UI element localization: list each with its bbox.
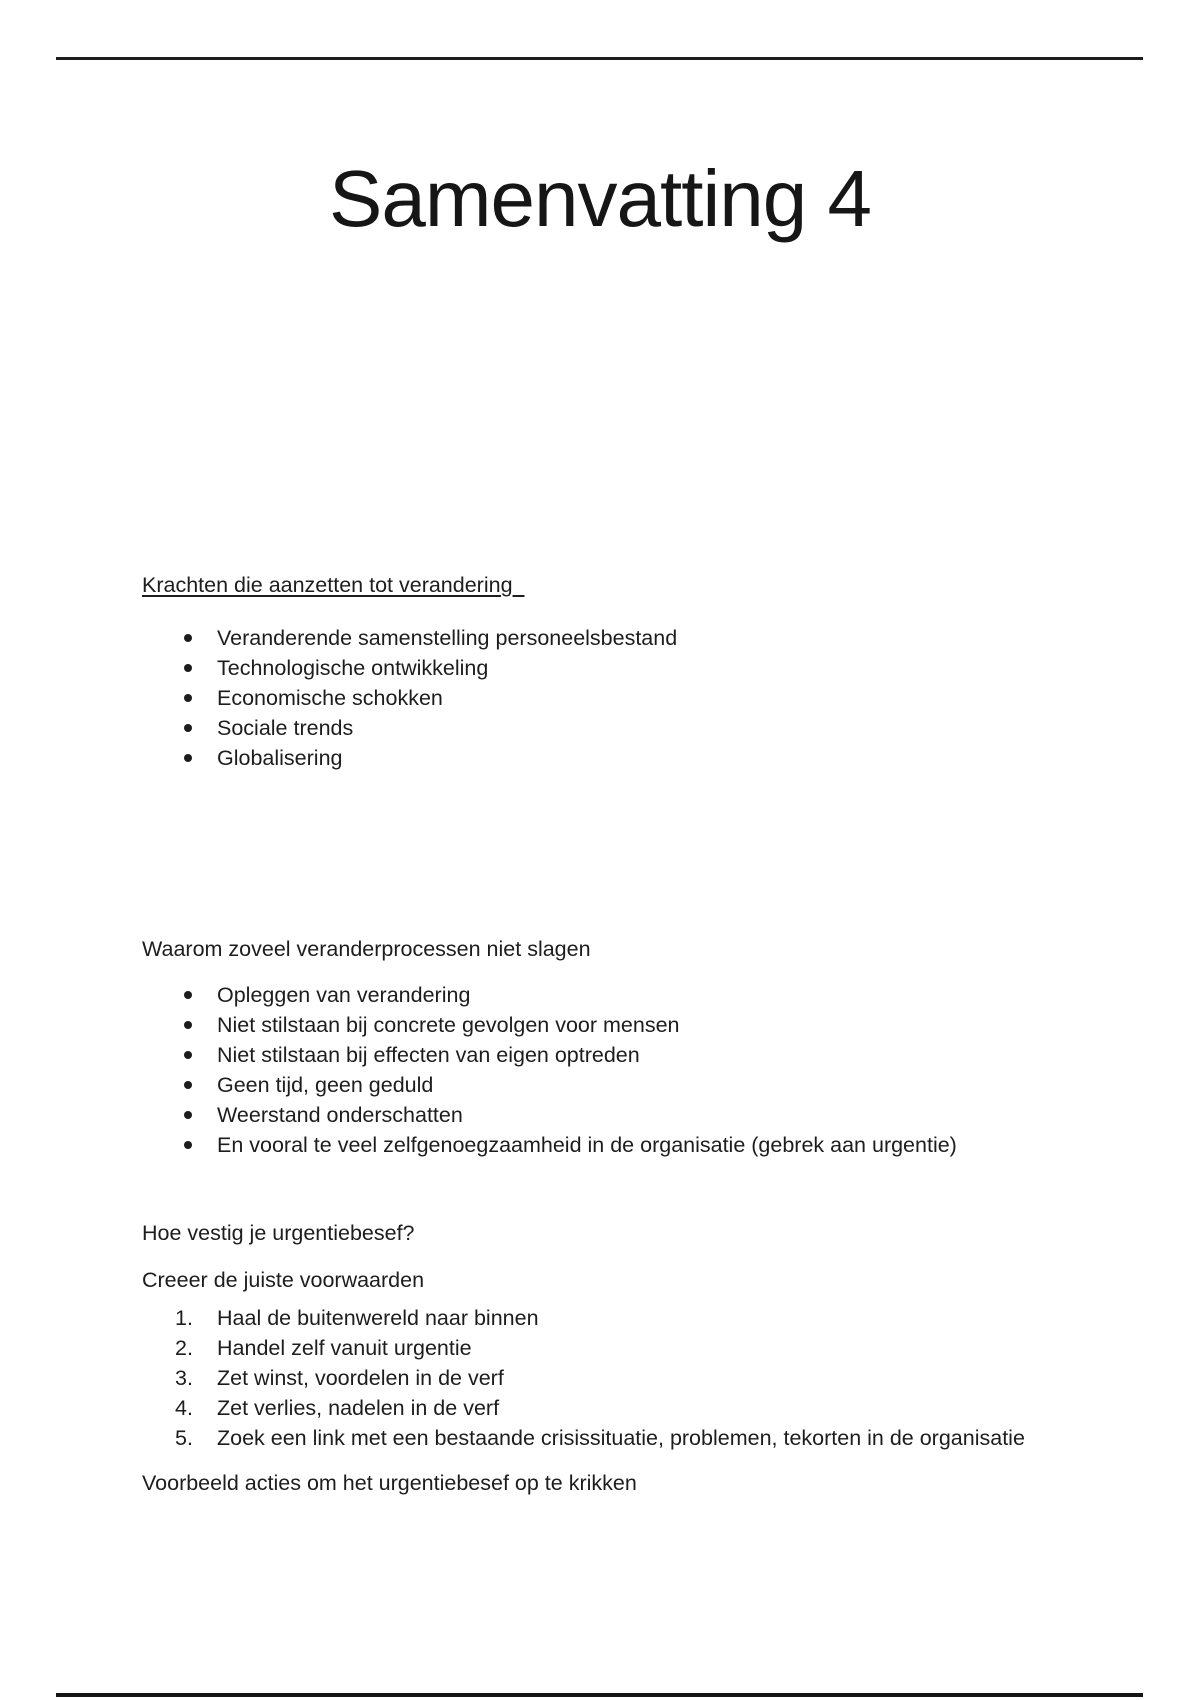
list-item: Technologische ontwikkeling: [217, 653, 1144, 683]
bullet-list-krachten: [142, 623, 1144, 773]
list-item: En vooral te veel zelfgenoegzaamheid in de organisatie (gebrek aan urgentie): [217, 1130, 1144, 1160]
list-item: Haal de buitenwereld naar binnen: [217, 1306, 539, 1330]
section-heading-urgentiebesef: Hoe vestig je urgentiebesef?: [142, 1221, 415, 1245]
paragraph-creeer-voorwaarden: Creeer de juiste voorwaarden: [142, 1268, 425, 1292]
list-item: Opleggen van verandering: [217, 980, 1144, 1010]
bullet-list-waarom: [142, 980, 1144, 1160]
list-item: Veranderende samenstelling personeelsbestand: [217, 623, 1144, 653]
numbered-list-voorwaarden: [142, 1303, 1144, 1453]
list-item: Sociale trends: [217, 713, 1144, 743]
section-heading-krachten: [142, 570, 1144, 600]
list-item: Economische schokken: [217, 683, 1144, 713]
document-title: Samenvatting 4: [329, 154, 871, 243]
list-item: Geen tijd, geen geduld: [217, 1070, 1144, 1100]
list-item: Handel zelf vanuit urgentie: [217, 1336, 472, 1360]
list-item: Zet winst, voordelen in de verf: [217, 1366, 504, 1390]
list-item: Niet stilstaan bij effecten van eigen optreden: [217, 1040, 1144, 1070]
bottom-border-line: [56, 1693, 1143, 1697]
list-item: Zoek een link met een bestaande crisissituatie, problemen, tekorten in de organisatie: [217, 1426, 1025, 1450]
list-item: Zet verlies, nadelen in de verf: [217, 1396, 500, 1420]
list-item: Niet stilstaan bij concrete gevolgen voor mensen: [217, 1010, 1144, 1040]
list-item: Globalisering: [217, 743, 1144, 773]
section-heading-krachten-text: Krachten die aanzetten tot verandering: [142, 573, 513, 597]
document-body: [142, 0, 1144, 1700]
paragraph-voorbeeld-acties: Voorbeeld acties om het urgentiebesef op te krikken: [142, 1471, 637, 1495]
list-item: Weerstand onderschatten: [217, 1100, 1144, 1130]
section-heading-waarom: Waarom zoveel veranderprocessen niet slagen: [142, 937, 591, 961]
